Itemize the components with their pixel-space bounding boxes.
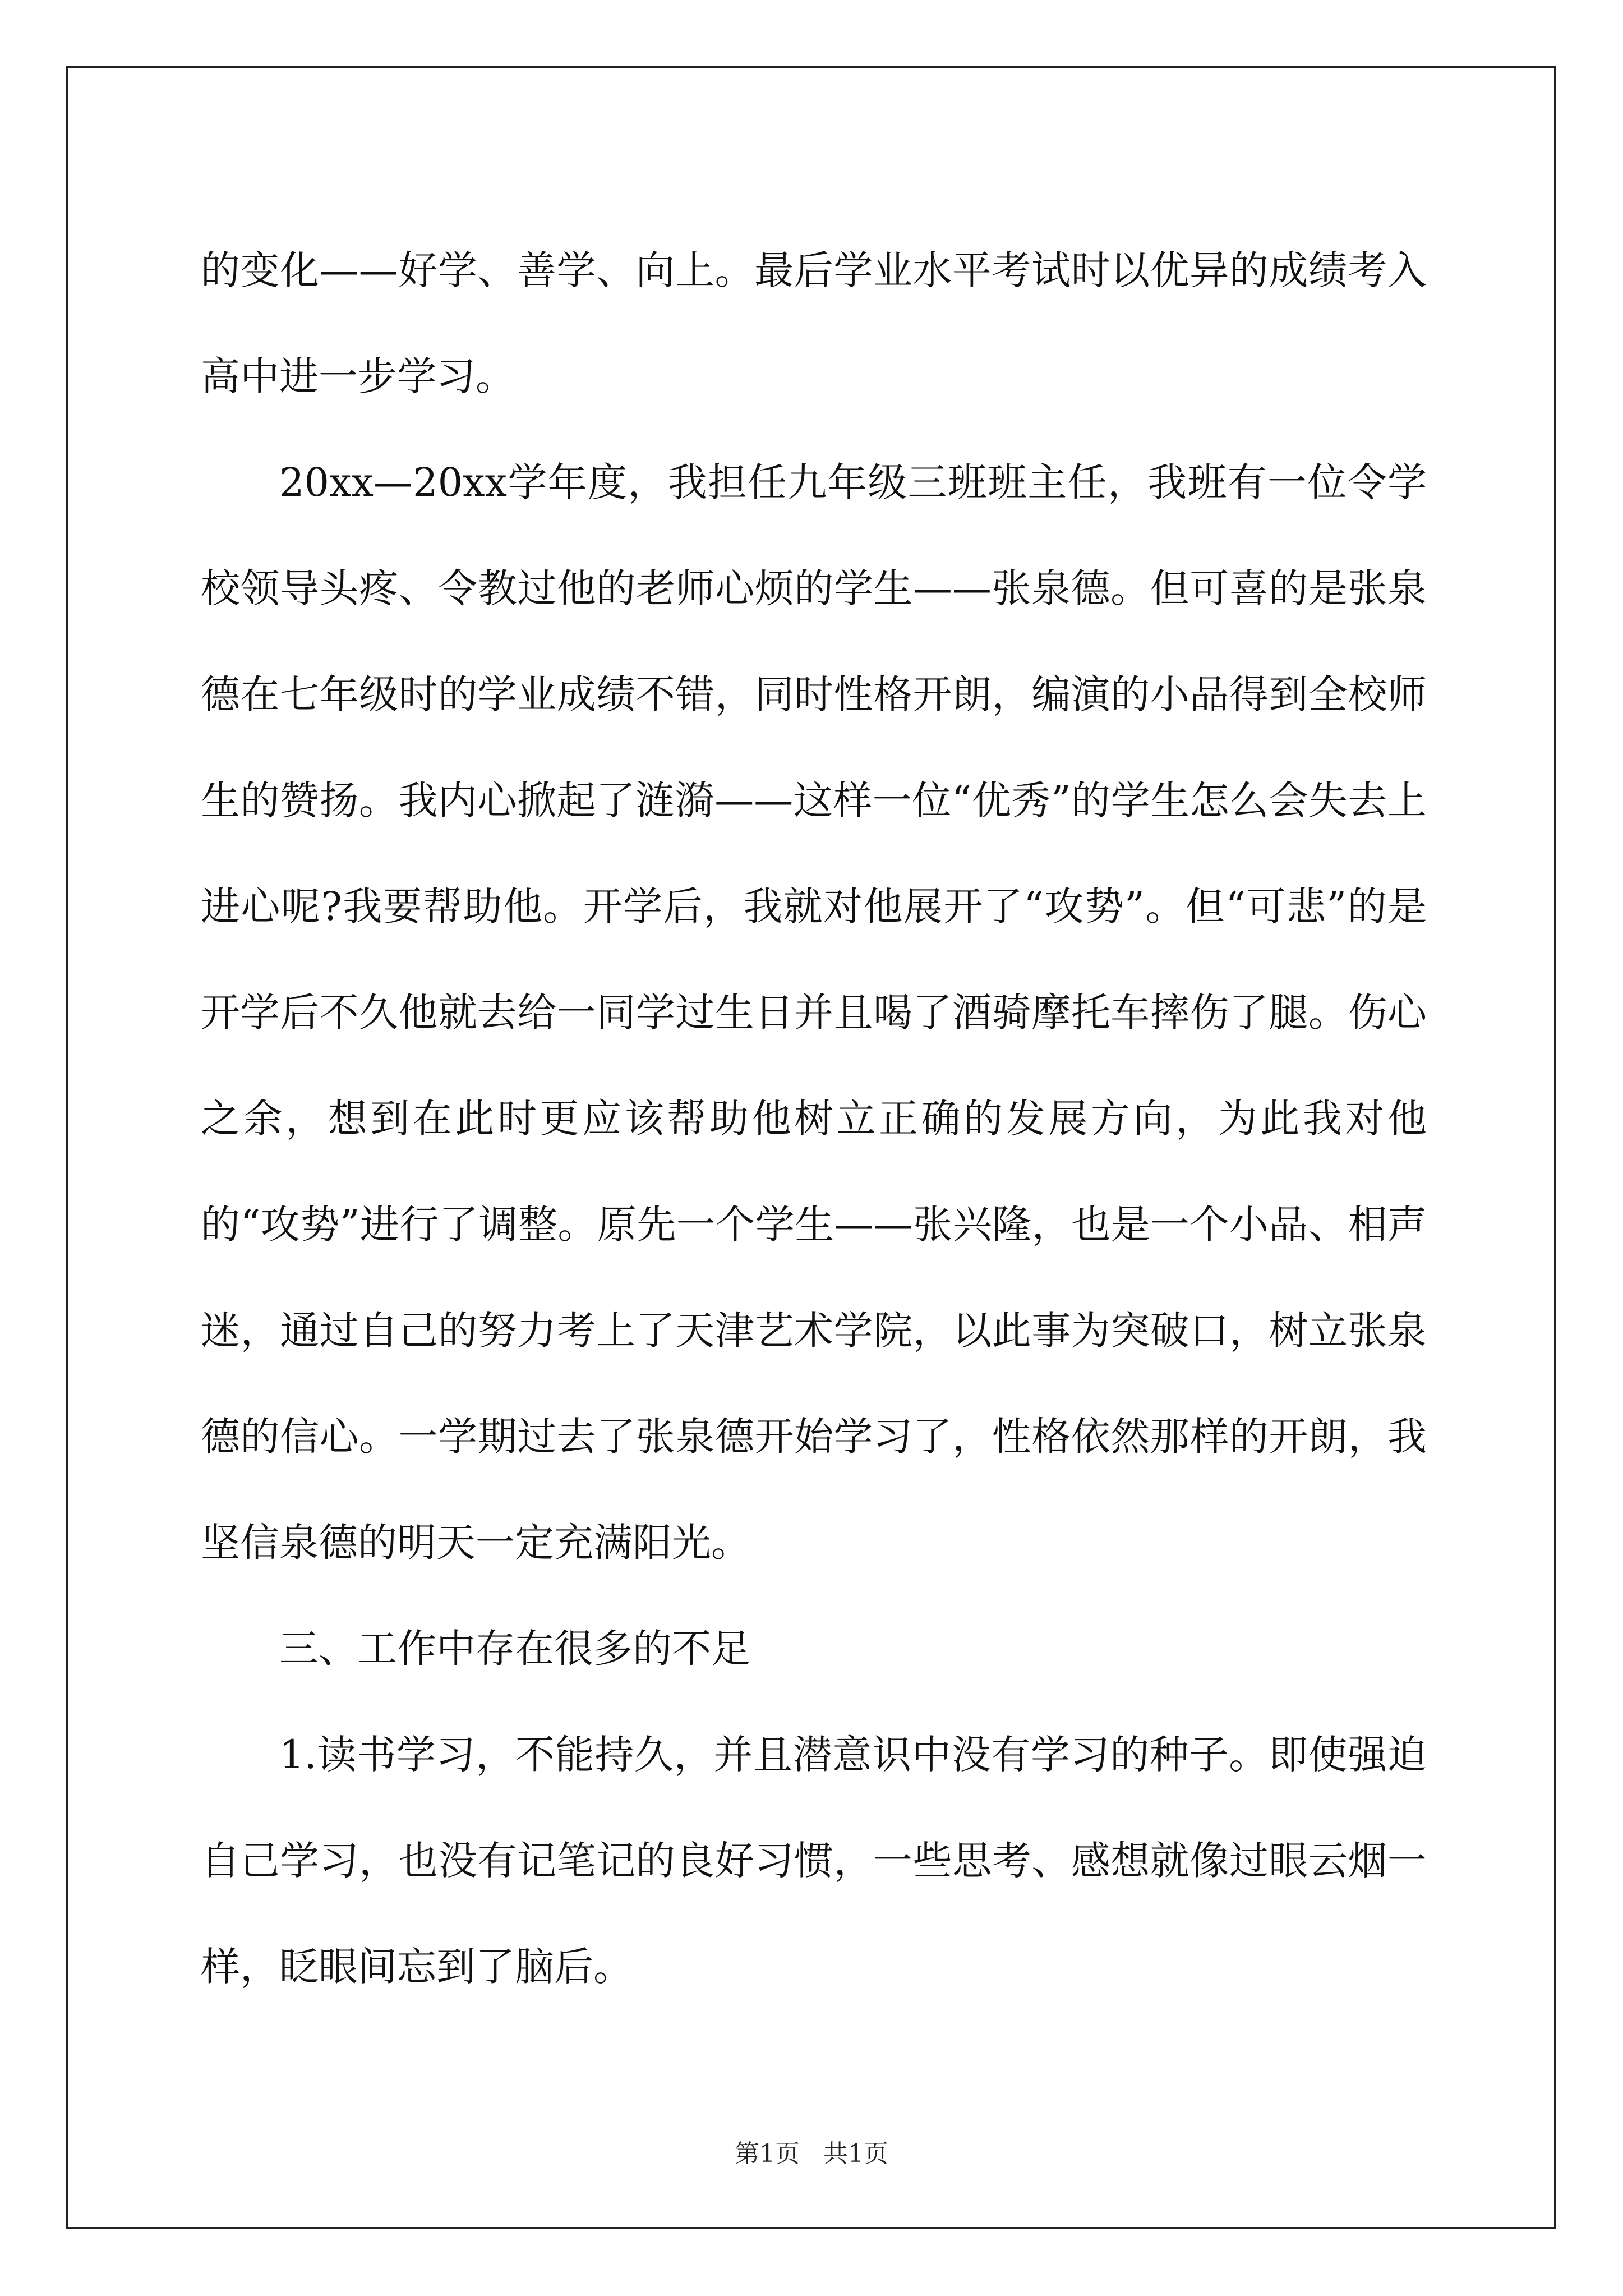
- paragraph-reading-habits: 1.读书学习，不能持久，并且潜意识中没有学习的种子。即使强迫自己学习，也没有记笔记的良好习惯，一些思考、感想就像过眼云烟一样，眨眼间忘到了脑后。: [201, 1732, 1427, 1990]
- paragraph-continuation: 的变化——好学、善学、向上。最后学业水平考试时以优异的成绩考入高中进一步学习。: [201, 247, 1427, 399]
- section-heading-shortcomings: 三、工作中存在很多的不足: [279, 1626, 750, 1672]
- document-body: [201, 218, 1427, 2020]
- page-number-footer: 第1页 共1页: [735, 2139, 888, 2168]
- paragraph-student-story: 20xx—20xx学年度，我担任九年级三班班主任，我班有一位令学校领导头疼、令教过他的老师心烦的学生——张泉德。但可喜的是张泉德在七年级时的学业成绩不错，同时性格开朗，编演的小品得到全校师生的赞扬。我内心掀起了涟漪——这样一位“优秀”的学生怎么会失去上进心呢?我要帮助他。开学后，我就对他展开了“攻势”。但“可悲”的是开学后不久他就去给一同学过生日并且喝了酒骑摩托车摔伤了腿。伤心之余，想到在此时更应该帮助他树立正确的发展方向，为此我对他的“攻势”进行了调整。原先一个学生——张兴隆，也是一个小品、相声迷，通过自己的努力考上了天津艺术学院，以此事为突破口，树立张泉德的信心。一学期过去了张泉德开始学习了，性格依然那样的开朗，我坚信泉德的明天一定充满阳光。: [201, 459, 1427, 1566]
